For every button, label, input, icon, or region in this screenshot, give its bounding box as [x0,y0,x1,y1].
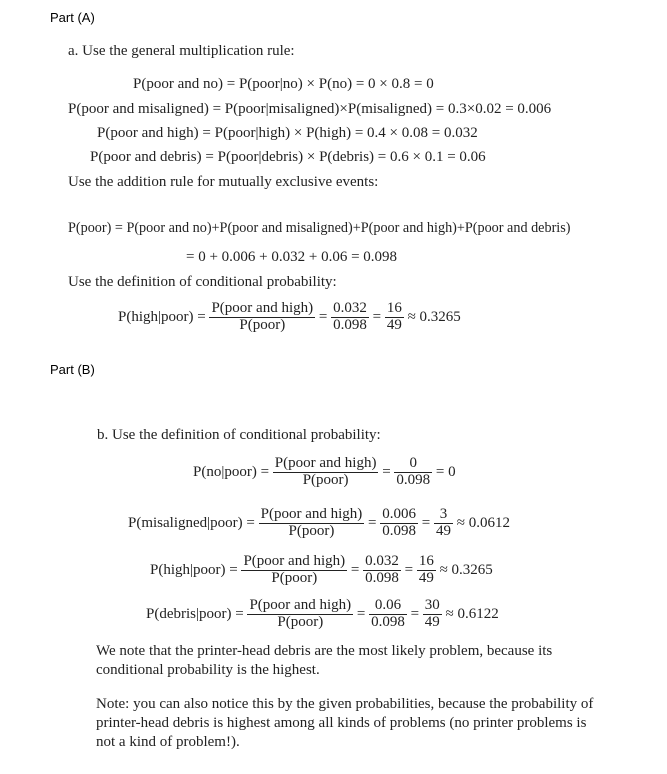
mult-row-debris [90,149,486,166]
fraction-values: $\frac{0.032}{0.098}$ [333,300,367,333]
part-a-heading: Part (A) [50,10,95,25]
addition-intro: Use the addition rule for mutually exclusive events: [68,174,379,190]
cond-intro: Use the definition of conditional probability: [68,274,337,290]
cond-result: ≈ 0.3265 [407,308,461,325]
cond-lhs: P(high|poor) = [118,308,206,325]
cond-row-no: P(no|poor) = $\frac{\text{P(poor and high)}}{\text{P(poor)}}$ = $\frac{0}{0.098}$ = 0 [193,455,456,488]
mult-row-misaligned [68,101,551,118]
mult-row-high [97,125,478,142]
conclusion-paragraph: We note that the printer-head debris are the most likely problem, because its conditional probability is the highest. [96,643,553,678]
part-b-heading: Part (B) [50,362,95,377]
mult-rhs: = P(poor|misaligned)×P(misaligned) = 0.3×0.02 = 0.006 [212,101,552,117]
mult-rhs: = P(poor|high) × P(high) = 0.4 × 0.08 = 0.032 [202,125,478,141]
mult-lhs: P(poor and debris) [90,149,202,165]
part-b-intro: b. Use the definition of conditional probability: [97,427,381,443]
part-a-intro: a. Use the general multiplication rule: [68,43,295,59]
cond-row-misaligned: P(misaligned|poor) = $\frac{\text{P(poor and high)}}{\text{P(poor)}}$ = $\frac{0.006}{0.098}$ = $\frac{3}{49}$ ≈ 0.0612 [128,506,510,539]
addition-line-2: = 0 + 0.006 + 0.032 + 0.06 = 0.098 [186,249,398,265]
mult-lhs: P(poor and misaligned) [68,101,209,117]
addition-line-1: P(poor) = P(poor and no)+P(poor and misaligned)+P(poor and high)+P(poor and debris) [68,220,571,236]
mult-rhs: = P(poor|debris) × P(debris) = 0.6 × 0.1 = 0.06 [205,149,486,165]
note-paragraph: Note: you can also notice this by the given probabilities, because the probability of printer-head debris is highest among all kinds of problems (no printer problems is not a kind of problem!). [96,696,594,750]
fraction-definition: $\frac{\text{P(poor and high)}}{\text{P(poor)}}$ [211,300,314,333]
mult-lhs: P(poor and high) [97,125,199,141]
cond-equation-high: P(high|poor) = $\frac{\text{P(poor and high)}}{\text{P(poor)}}$ = $\frac{0.032}{0.098}$ = $\frac{16}{49}$ ≈ 0.3265 [118,300,461,333]
cond-row-debris: P(debris|poor) = $\frac{\text{P(poor and high)}}{\text{P(poor)}}$ = $\frac{0.06}{0.098}$ = $\frac{30}{49}$ ≈ 0.6122 [146,597,499,630]
mult-row-no [133,76,434,93]
mult-lhs: P(poor and no) [133,76,223,92]
mult-rhs: = P(poor|no) × P(no) = 0 × 0.8 = 0 [226,76,434,92]
cond-row-high: P(high|poor) = $\frac{\text{P(poor and high)}}{\text{P(poor)}}$ = $\frac{0.032}{0.098}$ = $\frac{16}{49}$ ≈ 0.3265 [150,553,493,586]
fraction-simplified: $\frac{16}{49}$ [386,300,402,333]
